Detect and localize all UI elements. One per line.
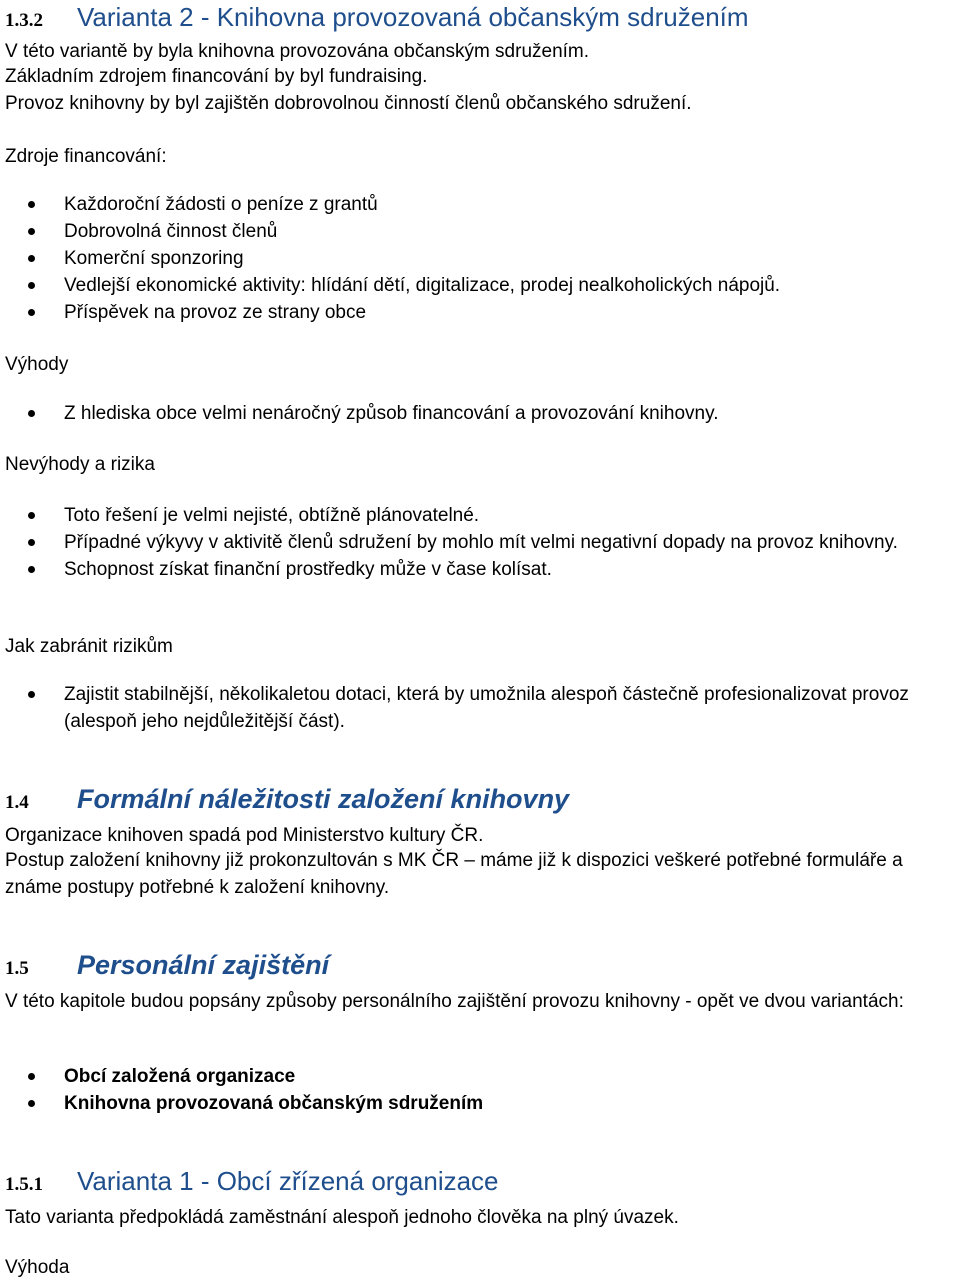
list-item: Vedlejší ekonomické aktivity: hlídání dětí, digitalizace, prodej nealkoholických nápojů. xyxy=(5,272,955,299)
heading-1-3-2 xyxy=(5,2,749,33)
bullet-icon xyxy=(28,1073,35,1080)
list-item: Toto řešení je velmi nejisté, obtížně plánovatelné. xyxy=(5,502,955,529)
list-item: Schopnost získat finanční prostředky může v čase kolísat. xyxy=(5,556,955,583)
heading-title: Varianta 1 - Obcí zřízená organizace xyxy=(77,1166,499,1196)
list-item: Zajistit stabilnější, několikaletou dotaci, která by umožnila alespoň částečně profesionalizovat provoz (alespoň jeho nejdůležitější část). xyxy=(5,681,955,735)
mitigation-heading: Jak zabránit rizikům xyxy=(5,636,173,657)
heading-number: 1.4 xyxy=(5,792,29,813)
advantage-heading: Výhoda xyxy=(5,1257,70,1278)
heading-title: Varianta 2 - Knihovna provozovaná občanským sdružením xyxy=(77,2,749,32)
bullet-icon xyxy=(28,410,35,417)
heading-number: 1.5 xyxy=(5,958,29,979)
paragraph-1-5: V této kapitole budou popsány způsoby personálního zajištění provozu knihovny - opět ve dvou variantách: xyxy=(5,991,904,1012)
advantages-list xyxy=(5,400,955,427)
heading-title: Personální zajištění xyxy=(77,950,330,980)
risks-list xyxy=(5,502,955,583)
bullet-icon xyxy=(28,566,35,573)
bullet-icon xyxy=(28,512,35,519)
list-item: Příspěvek na provoz ze strany obce xyxy=(5,299,955,326)
bullet-icon xyxy=(28,539,35,546)
heading-title: Formální náležitosti založení knihovny xyxy=(77,784,570,814)
list-item: Dobrovolná činnost členů xyxy=(5,218,955,245)
heading-number: 1.5.1 xyxy=(5,1174,43,1195)
intro-line-2: Základním zdrojem financování by byl fundraising. xyxy=(5,66,428,87)
intro-line-3: Provoz knihovny by byl zajištěn dobrovolnou činností členů občanského sdružení. xyxy=(5,93,692,114)
advantages-heading: Výhody xyxy=(5,354,69,375)
heading-1-5 xyxy=(5,950,329,981)
bullet-icon xyxy=(28,282,35,289)
funding-heading: Zdroje financování: xyxy=(5,146,167,167)
intro-line-1: V této variantě by byla knihovna provozována občanským sdružením. xyxy=(5,41,590,62)
list-item: Z hlediska obce velmi nenáročný způsob financování a provozování knihovny. xyxy=(5,400,955,427)
heading-1-5-1 xyxy=(5,1166,499,1197)
list-item: Každoroční žádosti o peníze z grantů xyxy=(5,191,955,218)
paragraph-1-4-b: Postup založení knihovny již prokonzultován s MK ČR – máme již k dispozici veškeré potřebné formuláře a známe postupy potřebné k založení knihovny. xyxy=(5,850,903,898)
list-item: Obcí založená organizace xyxy=(5,1063,955,1090)
bullet-icon xyxy=(28,255,35,262)
bullet-icon xyxy=(28,691,35,698)
heading-1-4 xyxy=(5,784,569,815)
bullet-icon xyxy=(28,201,35,208)
list-item: Knihovna provozovaná občanským sdružením xyxy=(5,1090,955,1117)
risks-heading: Nevýhody a rizika xyxy=(5,454,155,475)
bullet-icon xyxy=(28,309,35,316)
funding-list xyxy=(5,191,955,326)
mitigation-list xyxy=(5,681,955,735)
paragraph-1-4-a: Organizace knihoven spadá pod Ministerstvo kultury ČR. xyxy=(5,825,484,846)
list-item: Komerční sponzoring xyxy=(5,245,955,272)
list-item: Případné výkyvy v aktivitě členů sdružení by mohlo mít velmi negativní dopady na provoz knihovny. xyxy=(5,529,955,556)
variants-list xyxy=(5,1063,955,1117)
bullet-icon xyxy=(28,228,35,235)
bullet-icon xyxy=(28,1100,35,1107)
heading-number: 1.3.2 xyxy=(5,10,43,31)
paragraph-1-5-1: Tato varianta předpokládá zaměstnání alespoň jednoho člověka na plný úvazek. xyxy=(5,1207,679,1228)
